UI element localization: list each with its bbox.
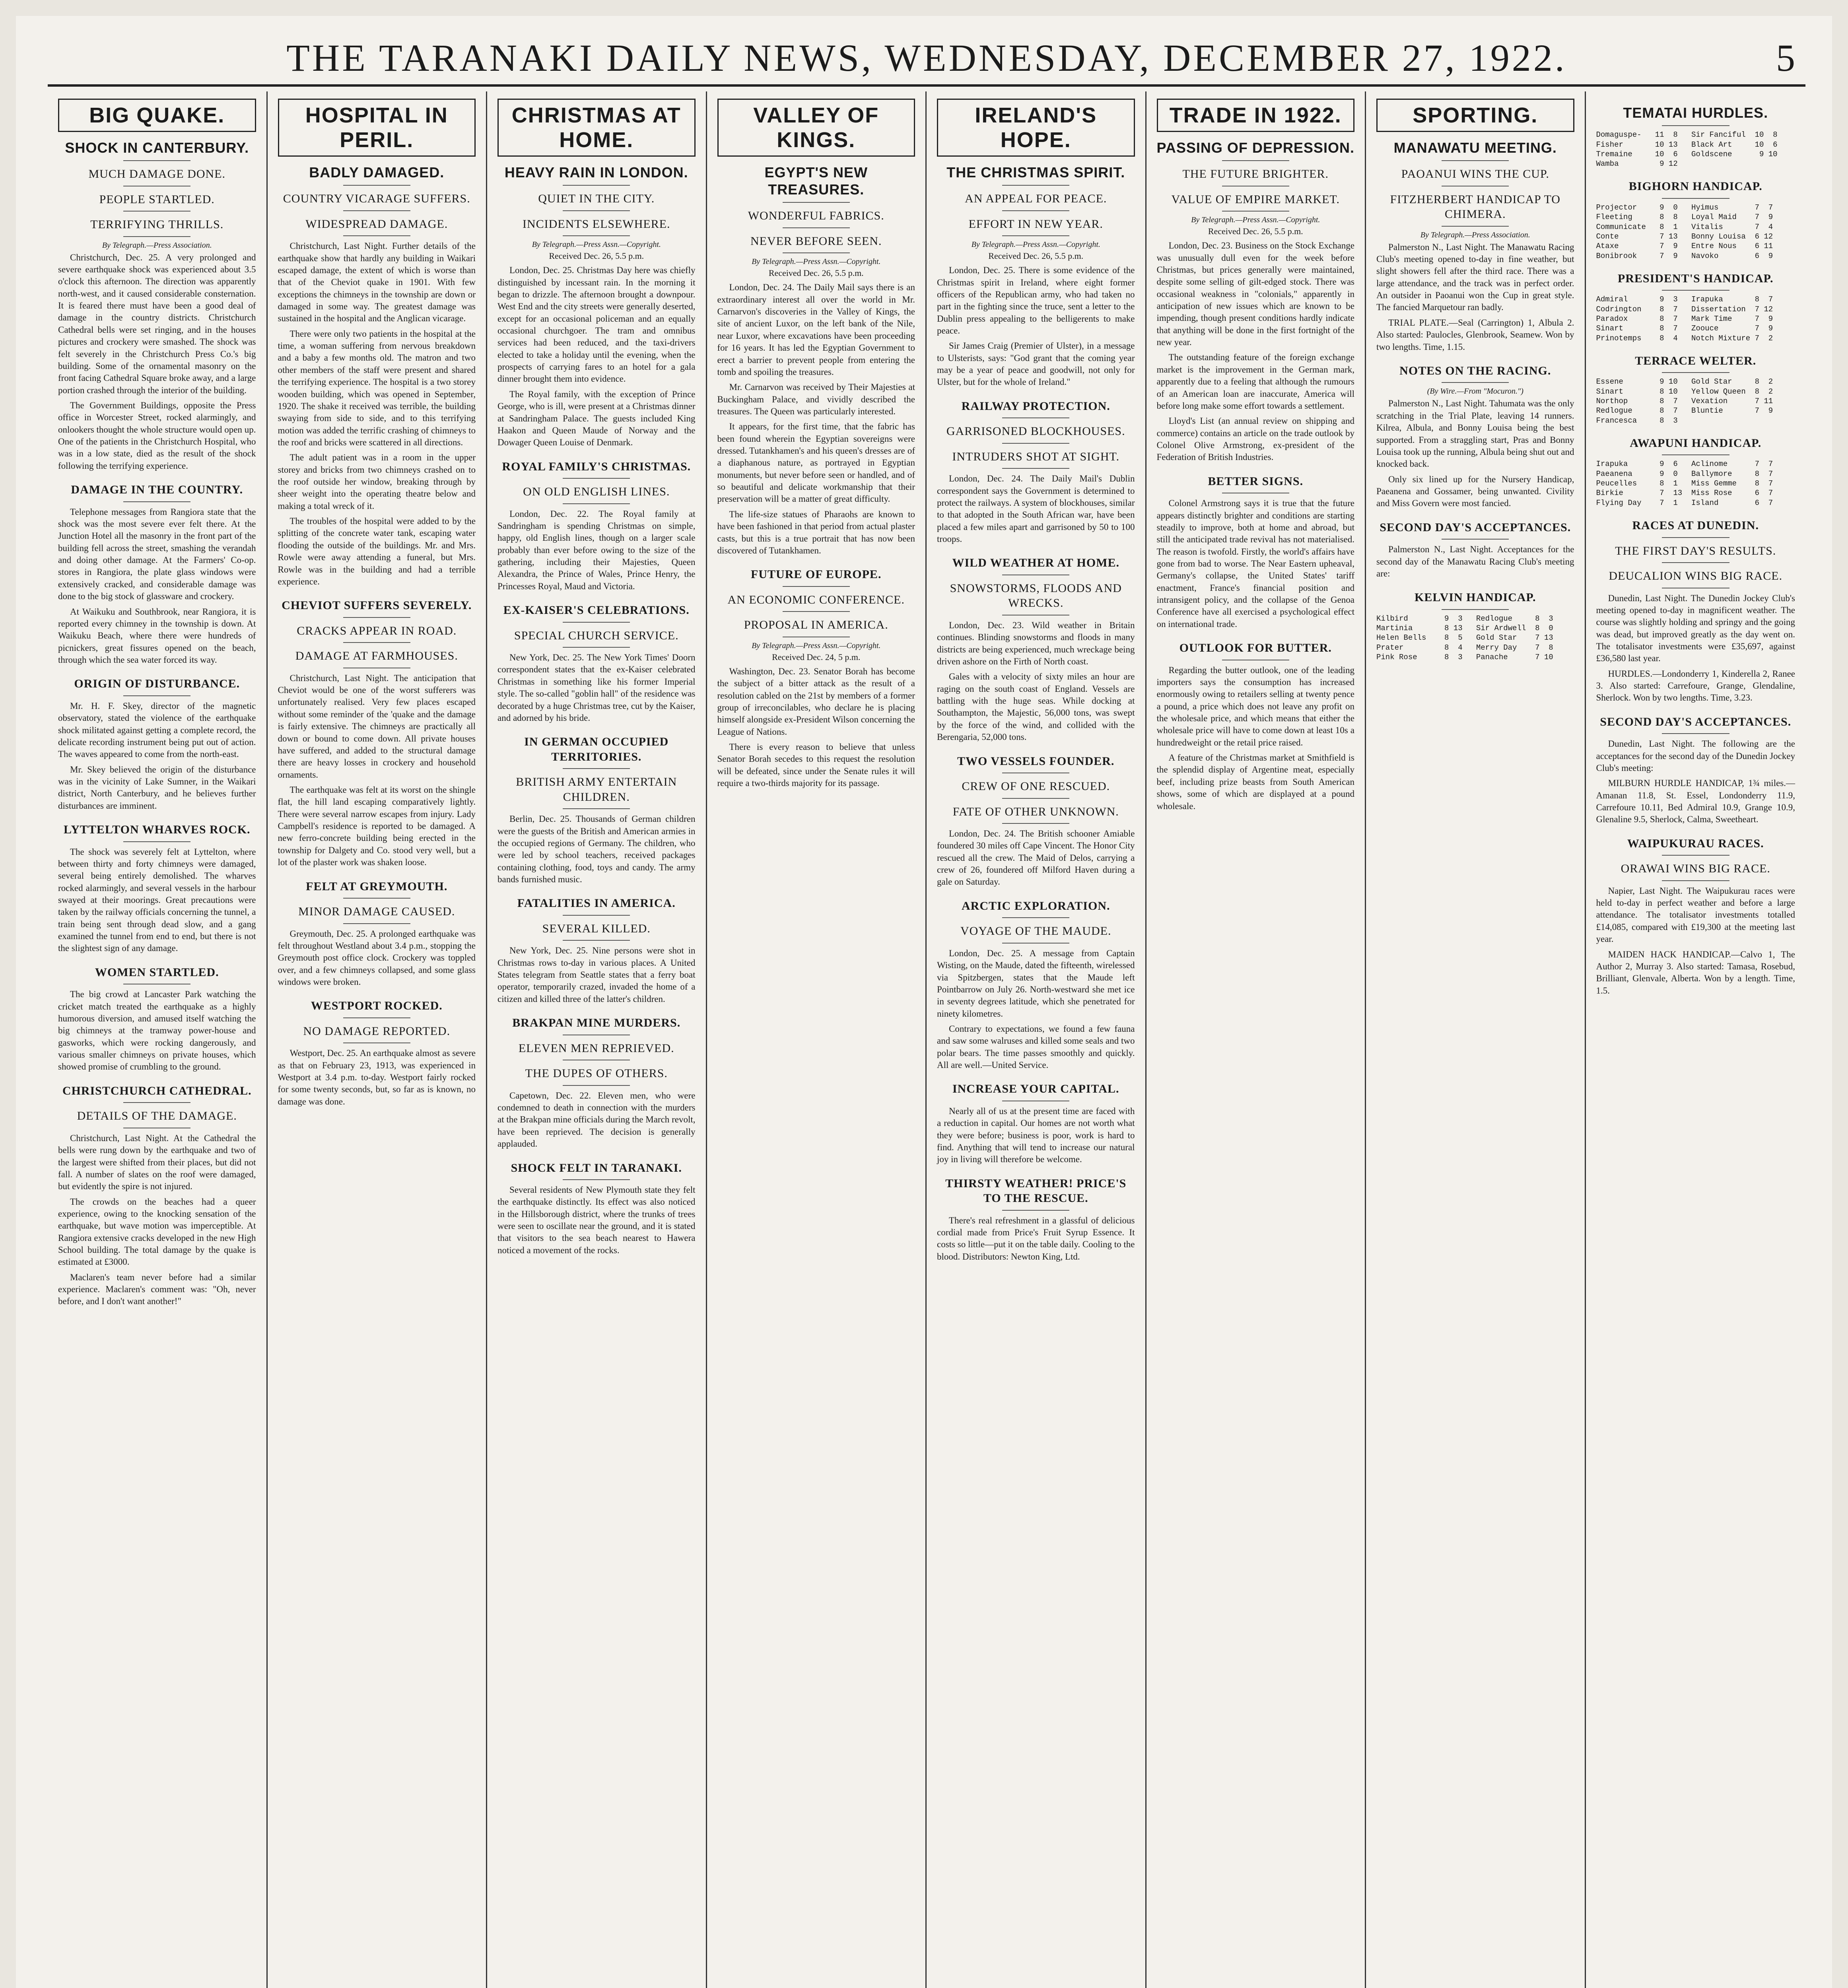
section-subheading: THE FIRST DAY'S RESULTS.: [1615, 544, 1776, 557]
section-subheading: SPECIAL CHURCH SERVICE.: [514, 629, 679, 642]
article-paragraph: Mr. Skey believed the origin of the disturbance was in the vicinity of Lake Sumner, in the Waikari district, North Canterbury, and he believes further disturbances are imminent.: [58, 764, 256, 811]
section-heading: WOMEN STARTLED.: [95, 965, 219, 979]
section-heading: SHOCK FELT IN TARANAKI.: [511, 1161, 682, 1175]
separator-rule: [1002, 823, 1069, 824]
section-subheading: THE DUPES OF OTHERS.: [525, 1067, 668, 1080]
article: [278, 879, 476, 988]
separator-rule: [1442, 609, 1509, 610]
article: [1376, 99, 1574, 353]
article: [1596, 836, 1796, 997]
headline: CHRISTMAS AT HOME.: [511, 103, 681, 152]
byline: By Telegraph.—Press Assn.—Copyright.: [752, 257, 881, 266]
article-paragraph: Telephone messages from Rangiora state that the shock was the most severe ever felt there. At the Junction Hotel all the masonry in the front part of the building fell across the street, smashing the verandah and doing other damage. At the Farmers' Co-op. stores in Rangiora, the plate glass windows were extensively cracked, and considerable damage was done to the big stock of glassware and crockery.: [58, 507, 256, 602]
separator-rule: [1442, 226, 1509, 227]
headline-box: [497, 99, 696, 157]
article: [278, 99, 476, 588]
section-heading: NOTES ON THE RACING.: [1399, 364, 1551, 377]
article-paragraph: The big crowd at Lancaster Park watching the cricket match treated the earthquake as a highly humorous diversion, and amused itself watching the big chimneys at the tramway power-house and gasworks, which were rocking dangerously, and various smaller chimneys on private houses, which showed promise of crumbling to the ground.: [58, 989, 256, 1072]
article: [1596, 271, 1796, 343]
article-paragraph: Gales with a velocity of sixty miles an hour are raging on the south coast of England. Vessels are battling with the huge seas. While docking at Southampton, the Majestic, 56,000 tons, was swept by the force of the wind, and collided with the Berengaria, 52,000 tons.: [937, 672, 1135, 742]
section-heading: IN GERMAN OCCUPIED TERRITORIES.: [524, 735, 669, 763]
subheadline: BADLY DAMAGED.: [309, 164, 445, 181]
column-6: [1146, 91, 1366, 1988]
separator-rule: [563, 915, 630, 916]
section-heading: AWAPUNI HANDICAP.: [1630, 436, 1762, 450]
article-paragraph: London, Dec. 23. Wild weather in Britain continues. Blinding snowstorms and floods in many districts are being experienced, much wreckage being driven ashore on the Firth of North coast.: [937, 620, 1135, 667]
separator-rule: [1002, 185, 1069, 186]
headline-box: [937, 99, 1135, 157]
article: [1157, 99, 1355, 464]
section-subheading: INTRUDERS SHOT AT SIGHT.: [952, 450, 1120, 463]
article-paragraph: MILBURN HURDLE HANDICAP, 1¾ miles.—Amanan 11.8, St. Essel, Londonderry 11.9, Carrefoure 10.11, Bed Admiral 10.9, Grange 10.9, Glenaline 9.5, Sherlock, Calma, Sweetheart.: [1596, 778, 1795, 825]
article: [717, 99, 915, 557]
section-subheading: AN ECONOMIC CONFERENCE.: [727, 593, 905, 606]
headline-box: [1157, 99, 1355, 132]
article-paragraph: Mr. Carnarvon was received by Their Majesties at Buckingham Palace, and vividly described the treasures. The Queen was particularly interested.: [717, 382, 915, 416]
section-heading: FELT AT GREYMOUTH.: [306, 879, 448, 893]
separator-rule: [563, 478, 630, 479]
separator-rule: [783, 611, 850, 612]
subheadline: THE CHRISTMAS SPIRIT.: [946, 164, 1125, 181]
separator-rule: [123, 1102, 190, 1103]
section-heading: KELVIN HANDICAP.: [1414, 591, 1536, 604]
article-paragraph: Mr. H. F. Skey, director of the magnetic observatory, stated the violence of the earthquake shock militated against getting a complete record, the delicate recording instrument being put out of action. The waves appeared to come from the north-east.: [58, 701, 256, 759]
article: [1376, 590, 1574, 662]
section-heading: OUTLOOK FOR BUTTER.: [1179, 641, 1332, 655]
separator-rule: [1222, 160, 1289, 161]
article-paragraph: The shock was severely felt at Lyttelton, where between thirty and forty chimneys were damaged, several being entirely demolished. The wharves rocked alarmingly, and several vessels in the harbour swayed at their moorings. Great precautions were taken by the railway officials concerning the tunnel, a train being sent through dead slow, and a gang examined the tunnel from end to end, but there is not the slightest sign of any damage.: [58, 846, 256, 953]
subheadline: WIDESPREAD DAMAGE.: [305, 217, 448, 231]
column-4: [707, 91, 927, 1988]
separator-rule: [123, 211, 190, 212]
byline: By Telegraph.—Press Assn.—Copyright.: [752, 641, 881, 650]
race-table: Domaguspe- 11 8 Sir Fanciful 10 8 Fisher 10 13 Black Art 10 6 Tremaine 10 6 Goldscene 9 10 Wamba 9 12: [1596, 130, 1778, 169]
article-paragraph: Colonel Armstrong says it is true that the future appears distinctly brighter and conditions are starting steadily to improve, both at home and abroad, but still the anticipated trade revival has not materialised. The reason is twofold. Firstly, the world's affairs have gone from bad to worse. The Near Eastern upheaval, Germany's collapse, the United States' tariff enactment, France's financial position and intransigent policy, and the collapse of the Genoa Conference have all exercised a psychological effect on international trade.: [1156, 498, 1354, 629]
section-heading: ARCTIC EXPLORATION.: [962, 899, 1110, 912]
subheadline: MUCH DAMAGE DONE.: [88, 167, 225, 181]
separator-rule: [783, 202, 850, 203]
article: [497, 734, 696, 885]
section-heading: TERRACE WELTER.: [1635, 354, 1757, 367]
separator-rule: [1662, 562, 1729, 563]
section-heading: TEMATAI HURDLES.: [1623, 105, 1768, 121]
dateline: Received Dec. 26, 5.5 p.m.: [1208, 226, 1303, 237]
separator-rule: [1662, 454, 1729, 455]
column-1: [48, 91, 268, 1988]
subheadline: WONDERFUL FABRICS.: [748, 209, 884, 223]
byline: By Telegraph.—Press Association.: [1420, 230, 1530, 239]
article: [1157, 474, 1355, 630]
section-subheading: BRITISH ARMY ENTERTAIN CHILDREN.: [516, 775, 677, 804]
article-paragraph: Palmerston N., Last Night. The Manawatu Racing Club's meeting opened to-day in fine weather, but slight showers fell after the third race. There was a large attendance, and the track was in perfect order. An outsider in Paoanui won the Cup in great style. The fancied Marquetour ran badly.: [1376, 242, 1574, 313]
article-paragraph: There were only two patients in the hospital at the time, a woman suffering from nervous breakdown and a baby a few months old. The matron and two other members of the staff were present and shared the terrifying experience. The hospital is a two storey wooden building, which was opened in September, 1920. The shake it received was terrible, the building swaying from side to side, and to this terrifying motion was added the terrific crashing of chimneys to the roof and bricks were scattered in all directions.: [278, 328, 476, 447]
article-paragraph: London, Dec. 25. Christmas Day here was chiefly distinguished by incessant rain. In the morning it began to drizzle. The afternoon brought a downpour. West End and the city streets were generally deserted, except for an occasional policeman and an equally occasional churchgoer. The tram and omnibus services had been reduced, and the taxi-drivers elected to take a holiday until the evening, when the prospects of carrying fares to an hotel for a gala dinner brought them into evidence.: [497, 265, 696, 384]
article: [58, 99, 256, 472]
article-paragraph: London, Dec. 22. The Royal family at Sandringham is spending Christmas on simple, happy, old English lines, though on a larger scale probably than ever before owing to the size of the gathering, including their Majesties, Queen Alexandra, the Prince of Wales, Prince Henry, the Princesses Royal, Maud and Victoria.: [497, 509, 696, 591]
article-paragraph: London, Dec. 25. There is some evidence of the Christmas spirit in Ireland, where eight former officers of the Republican army, who had taken no part in the fighting since the truce, sent a letter to the Dublin press appealing to the belligerents to make peace.: [937, 265, 1135, 336]
article: [1596, 518, 1796, 704]
article: [937, 399, 1135, 546]
article: [278, 998, 476, 1108]
article: [58, 965, 256, 1073]
section-heading: BRAKPAN MINE MURDERS.: [512, 1016, 681, 1030]
separator-rule: [343, 210, 410, 211]
article-paragraph: At Waikuku and Southbrook, near Rangiora, it is reported every chimney in the township is down. At Waikuku Beach, where there were hundreds of picnickers, great fissures opened on the beach, through which the sea water forced its way.: [58, 606, 256, 665]
article: [937, 555, 1135, 743]
subheadline: PASSING OF DEPRESSION.: [1156, 140, 1354, 156]
article-paragraph: Regarding the butter outlook, one of the leading importers says the consumption has increased enormously owing to retailers selling at twenty pence a pound, a price which does not leave any profit on the wholesale price, and which means that either the wholesale price will have to come down at least 10s a hundredweight or the retail price raised.: [1156, 665, 1354, 747]
article-paragraph: The Government Buildings, opposite the Press office in Worcester Street, rocked alarmingly, and onlookers thought the whole structure would open up. One of the patients in the Christchurch Hospital, who was in a low state, died as the result of the shock following the terrifying experience.: [58, 400, 256, 471]
article: [1596, 436, 1796, 508]
separator-rule: [1002, 1210, 1069, 1211]
dateline: Received Dec. 26, 5.5 p.m.: [768, 268, 864, 278]
article: [937, 899, 1135, 1072]
article-paragraph: London, Dec. 23. Business on the Stock Exchange was unusually dull even for the week before Christmas, but prices generally were maintained, despite some selling of gilt-edged stock. There was occasional weakness in "colonials," apparently in anticipation of new issues which are known to be impending, though present conditions hardly indicate that anything will be done in the first fortnight of the new year.: [1156, 241, 1354, 348]
section-heading: BIGHORN HANDICAP.: [1628, 180, 1762, 193]
headline: VALLEY OF KINGS.: [753, 103, 879, 152]
section-heading: WILD WEATHER AT HOME.: [952, 556, 1120, 570]
race-table: Essene 9 10 Gold Star 8 2 Sinart 8 10 Yellow Queen 8 2 Northop 8 7 Vexation 7 11 Redlogue 8 7 Bluntie 7 9 Francesca 8 3: [1596, 377, 1773, 425]
article: [937, 754, 1135, 888]
section-subheading: FATE OF OTHER UNKNOWN.: [952, 805, 1119, 818]
article-paragraph: A feature of the Christmas market at Smithfield is the splendid display of Argentine meat, especially beef, including prize beasts from South American shows, some of which are displayed at a pound wholesale.: [1156, 753, 1354, 811]
subheadline: SHOCK IN CANTERBURY.: [65, 140, 249, 156]
section-heading: DAMAGE IN THE COUNTRY.: [71, 483, 243, 497]
separator-rule: [1002, 943, 1069, 944]
column-5: [927, 91, 1146, 1988]
article-paragraph: It appears, for the first time, that the fabric has been found wherein the Egyptian sovereigns were dressed. Tutankhamen's and his queen's dresses are of a diaphanous nature, as portrayed in Egyptian monuments, but never before seen or handled, and of so beautiful and delicate workmanship that their preservation will be a matter of great difficulty.: [717, 421, 915, 504]
byline: By Telegraph.—Press Assn.—Copyright.: [1191, 215, 1320, 225]
article-paragraph: Palmerston N., Last Night. Acceptances for the second day of the Manawatu Racing Club's meeting are:: [1376, 544, 1574, 579]
separator-rule: [123, 236, 190, 237]
column-2: [268, 91, 488, 1988]
section-heading: BETTER SIGNS.: [1208, 474, 1304, 488]
separator-rule: [563, 940, 630, 941]
separator-rule: [123, 841, 190, 842]
separator-rule: [1002, 417, 1069, 418]
separator-rule: [343, 235, 410, 236]
article: [497, 1015, 696, 1150]
separator-rule: [563, 622, 630, 623]
section-heading: ROYAL FAMILY'S CHRISTMAS.: [502, 460, 691, 473]
separator-rule: [123, 160, 190, 161]
race-table: Admiral 9 3 Irapuka 8 7 Codrington 8 7 Dissertation 7 12 Paradox 8 7 Mark Time 7 9 Sinart 8 7 Zoouce 7 9 Prinotemps 8 4 Notch Mixture 7 2: [1596, 295, 1773, 343]
article-paragraph: Maclaren's team never before had a similar experience. Maclaren's comment was: "Oh, never before, and I don't want another!": [58, 1272, 256, 1307]
masthead: [52, 36, 1801, 80]
article-paragraph: The earthquake was felt at its worst on the shingle flat, the hill land escaping comparatively lightly. There were several narrow escapes from injury. Lady Campbell's residence is reported to be damaged. A new ferro-concrete building being erected in the township for Dalgety and Co. stood very well, but a lot of the plaster work was shaken loose.: [278, 784, 476, 868]
article-paragraph: Westport, Dec. 25. An earthquake almost as severe as that on February 23, 1913, was experienced in Westport at 3.4 p.m. to-day. Westport fairly rocked for some twenty seconds, but, so far as is known, no damage was done.: [278, 1048, 476, 1107]
byline: By Telegraph.—Press Association.: [102, 241, 212, 250]
separator-rule: [1662, 125, 1729, 126]
columns-container: [48, 91, 1805, 1988]
article-paragraph: The outstanding feature of the foreign exchange market is the improvement in the German mark, apparently due to a feeling that although the rumours of an American loan are inaccurate, America will before long make some effort towards a settlement.: [1156, 352, 1354, 411]
separator-rule: [563, 647, 630, 648]
article: [58, 822, 256, 955]
subheadline: EFFORT IN NEW YEAR.: [968, 217, 1103, 231]
section-heading: FATALITIES IN AMERICA.: [517, 897, 676, 910]
article-paragraph: HURDLES.—Londonderry 1, Kinderella 2, Ranee 3. Also started: Carrefoure, Grange, Glendaline, Sherlock. Won by two lengths. Time, 3.23.: [1596, 668, 1795, 703]
subheadline: INCIDENTS ELSEWHERE.: [522, 217, 670, 231]
article: [1157, 641, 1355, 812]
article-paragraph: London, Dec. 24. The Daily Mail says there is an extraordinary interest all over the world in Mr. Carnarvon's discoveries in the Valley of Kings, the site of ancient Luxor, on the left bank of the Nile, near Luxor, where excavations have been proceeding for 16 years. It has led the Egyptian Government to erect a barrier to prevent people from entering the tomb and spoiling the treasures.: [717, 282, 915, 377]
race-table: Kilbird 9 3 Redlogue 8 3 Martinia 8 13 Sir Ardwell 8 0 Helen Bells 8 5 Gold Star 7 13 Prater 8 4 Merry Day 7 8 Pink Rose 8 3 Panache 7 10: [1376, 614, 1553, 662]
section-subheading: CRACKS APPEAR IN ROAD.: [297, 624, 457, 637]
headline: BIG QUAKE.: [89, 103, 225, 127]
article-paragraph: The troubles of the hospital were added to by the splitting of the concrete water tank, escaping water flooding the outside of the buildings. Mr. and Mrs. Rowle were away attending a funeral, but Mrs. Rowle was in the building and had a terrible experience.: [278, 516, 476, 586]
subheadline: EGYPT'S NEW TREASURES.: [764, 164, 868, 198]
race-table: Projector 9 0 Hyimus 7 7 Fleeting 8 8 Loyal Maid 7 9 Communicate 8 1 Vitalis 7 4 Conte 7 13 Bonny Louisa 6 12 Ataxe 7 9 Entre Nous 6 11 Bonibrook 7 9 Navoko 6 9: [1596, 203, 1773, 260]
section-subheading: PROPOSAL IN AMERICA.: [744, 618, 888, 632]
article-paragraph: Christchurch, Dec. 25. A very prolonged and severe earthquake shock was experienced about 3.5 o'clock this afternoon. The direction was apparently north-west, and it caused considerable consternation. It is feared there must have been a good deal of damage in the country districts. Christchurch Cathedral bells were set ringing, and in the houses pictures and crockery were smashed. The shock was felt severely in the Christchurch Press Co.'s big building. Some of the ornamental masonry on the front facing Cathedral Square broke away, and a large portion crashed through the interior of the building.: [58, 252, 256, 395]
subheadline: HEAVY RAIN IN LONDON.: [504, 164, 688, 181]
article: [1376, 520, 1574, 580]
headline-box: [58, 99, 256, 132]
article-paragraph: Palmerston N., Last Night. Tahumata was the only scratching in the Trial Plate, leaving 14 runners. Kilrea, Albula, and Bonny Louisa being the best supported. From a straggling start, Pras and Bonny Louisa took up the running, Albula being shut out and knocked back.: [1376, 398, 1574, 469]
subheadline: FITZHERBERT HANDICAP TO CHIMERA.: [1390, 192, 1560, 221]
separator-rule: [343, 923, 410, 924]
article: [58, 482, 256, 666]
article: [937, 1081, 1135, 1165]
separator-rule: [563, 768, 630, 769]
section-subheading: CREW OF ONE RESCUED.: [962, 780, 1110, 793]
separator-rule: [563, 210, 630, 211]
article: [497, 459, 696, 593]
byline: By Telegraph.—Press Assn.—Copyright.: [532, 240, 661, 249]
article-paragraph: There is every reason to believe that unless Senator Borah secedes to this request the resolution will be defeated, since under the Senate rules it will require a two-thirds majority for its passage.: [717, 742, 915, 788]
article-paragraph: The adult patient was in a room in the upper storey and bricks from two chimneys crashed on to the roof outside her window, breaking through by sheer weight into the operating theatre below and making a total wreck of it.: [278, 452, 476, 511]
section-heading: TWO VESSELS FOUNDER.: [957, 754, 1115, 768]
separator-rule: [343, 617, 410, 618]
section-heading: RACES AT DUNEDIN.: [1632, 519, 1759, 532]
article-paragraph: Nearly all of us at the present time are faced with a reduction in capital. Our homes are not worth what they were before; business is poor, work is hard to find. Anything that will tend to increase our natural joy in living will therefore be welcome.: [937, 1106, 1135, 1165]
section-subheading: SNOWSTORMS, FLOODS AND WRECKS.: [950, 581, 1122, 610]
separator-rule: [563, 185, 630, 186]
article-paragraph: The Royal family, with the exception of Prince George, who is ill, were present at a Christmas dinner at Sandringham Palace. The guests included King Haakon and Queen Maude of Norway and the Dowager Queen Louise of Denmark.: [497, 389, 696, 448]
byline: By Telegraph.—Press Assn.—Copyright.: [971, 240, 1100, 249]
section-heading: THIRSTY WEATHER! PRICE'S TO THE RESCUE.: [945, 1176, 1127, 1205]
section-subheading: DEUCALION WINS BIG RACE.: [1609, 569, 1783, 582]
article: [278, 598, 476, 868]
article: [497, 1161, 696, 1257]
article: [937, 99, 1135, 388]
section-heading: WESTPORT ROCKED.: [311, 999, 443, 1013]
article-paragraph: London, Dec. 25. A message from Captain Wisting, on the Maude, dated the fifteenth, wirelessed via Spitzbergen, states that the Maude left Pointbarrow on July 26. North-westward she met ice in seventy degrees latitude, which she penetrated for ninety kilometres.: [937, 948, 1135, 1019]
article: [1596, 353, 1796, 425]
separator-rule: [1002, 235, 1069, 236]
article-paragraph: London, Dec. 24. The Daily Mail's Dublin correspondent says the Government is determined to protect the railways. A system of blockhouses, similar to that adopted in the South African war, have been placed a few miles apart and garrisoned by 50 to 100 troops.: [937, 474, 1135, 544]
article-paragraph: Christchurch, Last Night. At the Cathedral the bells were rung down by the earthquake and two of the largest were shifted from their places, but did not fall. A number of slates on the roof were damaged, but evidently the spire is not injured.: [58, 1133, 256, 1192]
article-paragraph: Contrary to expectations, we found a few fauna and saw some walruses and killed some seals and two polar bears. The time passes smoothly and quickly. All are well.—United Service.: [937, 1023, 1135, 1070]
separator-rule: [1662, 855, 1729, 856]
separator-rule: [1662, 198, 1729, 199]
article-paragraph: Sir James Craig (Premier of Ulster), in a message to Ulsterists, says: "God grant that the coming year may be a year of peace and goodwill, not only for Ulster, but for the whole of Ireland.": [937, 341, 1135, 387]
section-subheading: SEVERAL KILLED.: [542, 922, 651, 935]
dateline: Received Dec. 26, 5.5 p.m.: [988, 251, 1084, 261]
subheadline: PEOPLE STARTLED.: [99, 192, 215, 206]
article-paragraph: Dunedin, Last Night. The Dunedin Jockey Club's meeting opened to-day in magnificent weather. The course was slightly holding and springy and the going was dead, but improved greatly as the day went on. The totalisator investments were £35,697, against £36,580 last year.: [1596, 593, 1795, 664]
article-paragraph: New York, Dec. 25. Nine persons were shot in Christmas rows to-day in various places. A United States telegram from Seattle states that a ferry boat operator, temporarily crazed, invaded the home of a citizen and killed three of the latter's children.: [497, 945, 696, 1004]
article-paragraph: There's real refreshment in a glassful of delicious cordial made from Price's Fruit Syrup Essence. It costs so little—put it on the table daily. Cooling to the blood. Distributors: Newton King, Ltd.: [937, 1215, 1135, 1262]
article-paragraph: Berlin, Dec. 25. Thousands of German children were the guests of the British and American armies in the occupied regions of Germany. The children, who were led by school teachers, received packages containing clothing, food, toys and candy. The army bands furnished music.: [497, 814, 696, 885]
separator-rule: [343, 642, 410, 643]
headline: SPORTING.: [1413, 103, 1538, 127]
separator-rule: [343, 898, 410, 899]
masthead-title: THE TARANAKI DAILY NEWS, WEDNESDAY, DECEMBER 27, 1922.: [286, 36, 1567, 79]
article: [58, 1083, 256, 1308]
article-paragraph: Capetown, Dec. 22. Eleven men, who were condemned to death in connection with the murders at the Brakpan mine officials during the March revolt, have been reprieved. The decision is generally applauded.: [497, 1090, 696, 1149]
subheadline: MANAWATU MEETING.: [1393, 140, 1557, 156]
subheadline: QUIET IN THE CITY.: [538, 192, 655, 206]
article: [1376, 363, 1574, 510]
separator-rule: [1442, 539, 1509, 540]
section-heading: PRESIDENT'S HANDICAP.: [1617, 272, 1774, 285]
byline: (By Wire.—From "Mocuron."): [1427, 387, 1523, 396]
section-heading: RAILWAY PROTECTION.: [961, 399, 1110, 413]
subheadline: VALUE OF EMPIRE MARKET.: [1171, 192, 1340, 206]
separator-rule: [1662, 537, 1729, 538]
separator-rule: [343, 1017, 410, 1018]
section-subheading: DETAILS OF THE DAMAGE.: [77, 1109, 237, 1123]
article-paragraph: London, Dec. 24. The British schooner Amiable foundered 30 miles off Cape Vincent. The Honor City rescued all the crew. The Maid of Delos, carrying a crew of 26, foundered off Milford Haven during a gale on Saturday.: [937, 829, 1135, 887]
separator-rule: [1002, 443, 1069, 444]
article-paragraph: Several residents of New Plymouth state they felt the earthquake distinctly. Its effect was also noticed in the Hillsborough district, where the trunks of trees were seen to oscillate near the ground, and it is stated that visitors to the sea beach nearest to Hawera noticed a movement of the rocks.: [497, 1185, 696, 1255]
headline-box: [1376, 99, 1574, 132]
column-3: [487, 91, 707, 1988]
subheadline: PAOANUI WINS THE CUP.: [1401, 167, 1549, 181]
article-paragraph: Dunedin, Last Night. The following are the acceptances for the second day of the Dunedin Jockey Club's meeting:: [1596, 739, 1795, 773]
separator-rule: [123, 695, 190, 696]
article-paragraph: The crowds on the beaches had a queer experience, owing to the knocking sensation of the earthquake, but wave motion was imperceptible. At Rangiora extensive cracks developed in the new High School building. The total damage by the quake is estimated at £3000.: [58, 1196, 256, 1267]
section-heading: FUTURE OF EUROPE.: [751, 568, 882, 581]
column-7: [1366, 91, 1586, 1988]
headline: HOSPITAL IN PERIL.: [305, 103, 448, 152]
separator-rule: [1002, 798, 1069, 799]
subheadline: THE FUTURE BRIGHTER.: [1182, 167, 1329, 181]
separator-rule: [783, 586, 850, 587]
headline: TRADE IN 1922.: [1169, 103, 1342, 127]
section-heading: SECOND DAY'S ACCEPTANCES.: [1380, 520, 1571, 534]
article-paragraph: Lloyd's List (an annual review on shipping and commerce) contains an article on the trade outlook by Colonel Olive Armstrong, ex-president of the Federation of British Industries.: [1156, 416, 1354, 462]
section-subheading: GARRISONED BLOCKHOUSES.: [946, 425, 1125, 438]
separator-rule: [1662, 290, 1729, 291]
article-paragraph: Christchurch, Last Night. Further details of the earthquake show that hardly any building in Waikari escaped damage, the extent of which is worse than that of the Cheviot quake in 1901. With few exceptions the chimneys in the township are down or damaged in some way. The greatest damage was sustained in the hospital and the Anglican vicarage.: [278, 241, 476, 324]
separator-rule: [563, 1085, 630, 1086]
separator-rule: [783, 252, 850, 253]
separator-rule: [563, 235, 630, 236]
article-paragraph: Washington, Dec. 23. Senator Borah has become the subject of a bitter attack as the result of a resolution cabled on the 21st by members of a former group of irreconcilables, who declare he is placing himself alongside ex-President Wilson concerning the League of Nations.: [717, 666, 915, 737]
separator-rule: [563, 503, 630, 504]
section-heading: INCREASE YOUR CAPITAL.: [952, 1082, 1119, 1096]
section-heading: EX-KAISER'S CELEBRATIONS.: [503, 604, 690, 617]
race-table: Irapuka 9 6 Aclinome 7 7 Paeanena 9 0 Ballymore 8 7 Peucelles 8 1 Miss Gemme 8 7 Birkie 7 13 Miss Rose 6 7 Flying Day 7 1 Island 6 7: [1596, 460, 1773, 507]
article-paragraph: The life-size statues of Pharaohs are known to have been fashioned in that period from actual plaster casts, but this is a true portrait that has now been discovered of Tutankhamen.: [717, 509, 915, 555]
section-heading: WAIPUKURAU RACES.: [1627, 837, 1764, 850]
section-heading: CHEVIOT SUFFERS SEVERELY.: [282, 599, 472, 612]
separator-rule: [783, 227, 850, 228]
dateline: Received Dec. 24, 5 p.m.: [772, 652, 861, 662]
masthead-rule: [48, 84, 1805, 87]
section-heading: SECOND DAY'S ACCEPTANCES.: [1600, 715, 1792, 728]
section-subheading: ORAWAI WINS BIG RACE.: [1621, 862, 1770, 876]
article: [717, 567, 915, 789]
separator-rule: [123, 501, 190, 502]
separator-rule: [1662, 880, 1729, 881]
separator-rule: [1662, 733, 1729, 734]
page-number: 5: [1776, 37, 1797, 79]
headline-box: [278, 99, 476, 157]
newspaper-page: [16, 16, 1832, 1988]
subheadline: COUNTRY VICARAGE SUFFERS.: [283, 192, 470, 206]
article: [497, 896, 696, 1005]
section-heading: LYTTELTON WHARVES ROCK.: [63, 823, 251, 837]
subheadline: TERRIFYING THRILLS.: [90, 218, 224, 231]
article: [497, 99, 696, 449]
section-subheading: ON OLD ENGLISH LINES.: [523, 485, 670, 499]
article: [497, 603, 696, 724]
separator-rule: [1222, 211, 1289, 212]
section-subheading: VOYAGE OF THE MAUDE.: [960, 924, 1112, 938]
article-paragraph: Only six lined up for the Nursery Handicap, Paeanena and Gossamer, being unwanted. Civility and Miss Govern were most fancied.: [1376, 474, 1574, 509]
article: [1596, 179, 1796, 260]
section-subheading: NO DAMAGE REPORTED.: [303, 1024, 451, 1038]
article-paragraph: MAIDEN HACK HANDICAP.—Calvo 1, The Author 2, Murray 3. Also started: Tamasa, Rosebud, Brilliant, Glenvale, Alberta. Won by a length. Time, 1.5.: [1596, 949, 1795, 996]
section-subheading: ELEVEN MEN REPRIEVED.: [518, 1041, 674, 1055]
subheadline: AN APPEAL FOR PEACE.: [965, 192, 1107, 206]
separator-rule: [1442, 382, 1509, 383]
dateline: Received Dec. 26, 5.5 p.m.: [549, 251, 644, 261]
article: [58, 676, 256, 812]
headline-box: [717, 99, 915, 157]
section-subheading: DAMAGE AT FARMHOUSES.: [295, 649, 458, 663]
section-heading: ORIGIN OF DISTURBANCE.: [74, 677, 240, 691]
separator-rule: [1002, 468, 1069, 469]
section-heading: CHRISTCHURCH CATHEDRAL.: [62, 1084, 252, 1097]
article-paragraph: TRIAL PLATE.—Seal (Carrington) 1, Albula 2. Also started: Paulocles, Glenbrook, Seamew. Won by two lengths. Time, 1.15.: [1376, 317, 1574, 352]
separator-rule: [563, 808, 630, 809]
subheadline: NEVER BEFORE SEEN.: [750, 234, 882, 248]
article-paragraph: Napier, Last Night. The Waipukurau races were held to-day in perfect weather and before a large attendance. The totalisator investments totalled £14,085, compared with £19,300 at the meeting last year.: [1596, 885, 1795, 944]
article: [1596, 714, 1796, 826]
article-paragraph: Christchurch, Last Night. The anticipation that Cheviot would be one of the worst sufferers was unfortunately realised. Very few places escaped without some reminder of the 'quake and the damage is fairly extensive. The chimneys are practically all down or bound to come down. All private houses have suffered, and added to the structural damage there are heavy losses in crockery and household ornaments.: [278, 673, 476, 780]
separator-rule: [563, 1179, 630, 1180]
column-8: [1586, 91, 1806, 1988]
article: [937, 1176, 1135, 1263]
headline: IRELAND'S HOPE.: [975, 103, 1097, 152]
section-subheading: MINOR DAMAGE CAUSED.: [298, 905, 455, 918]
article-paragraph: New York, Dec. 25. The New York Times' Doorn correspondent states that the ex-Kaiser celebrated Christmas in something like his former Imperial style. The so-called "goblin hall" of the residence was decorated by a huge Christmas tree, cut by the Kaiser, and adorned by his bride.: [497, 652, 696, 723]
article-paragraph: Greymouth, Dec. 25. A prolonged earthquake was felt throughout Westland about 3.4 p.m., stopping the Greymouth post office clock. Crockery was toppled over, and a few chimneys collapsed, and some glass windows were broken.: [278, 928, 476, 987]
article: [1596, 104, 1796, 169]
separator-rule: [1002, 917, 1069, 918]
separator-rule: [1002, 210, 1069, 211]
separator-rule: [343, 185, 410, 186]
separator-rule: [1442, 160, 1509, 161]
separator-rule: [1662, 372, 1729, 373]
